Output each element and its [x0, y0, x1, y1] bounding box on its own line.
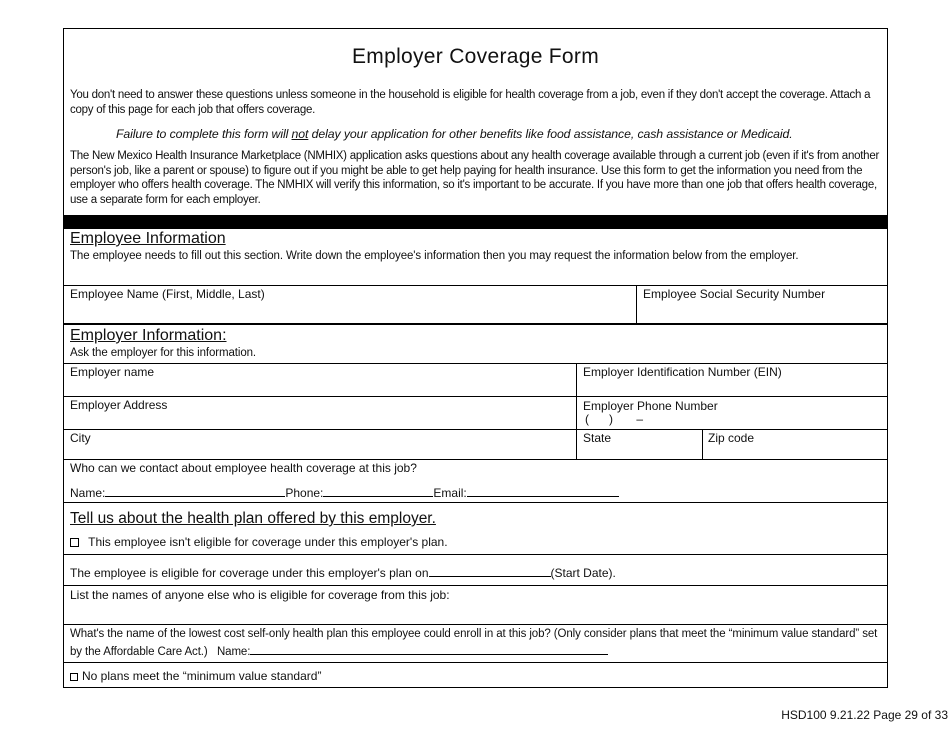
contact-phone-field[interactable] [323, 484, 433, 497]
others-eligible-field[interactable] [70, 603, 880, 623]
eligible-label: The employee is eligible for coverage under this employer's plan on [70, 566, 429, 580]
divider [576, 363, 577, 459]
divider [64, 459, 887, 460]
employee-ssn-label: Employee Social Security Number [643, 287, 826, 301]
state-field[interactable] [583, 443, 698, 458]
contact-question: Who can we contact about employee health coverage at this job? [70, 461, 417, 475]
contact-email-label: Email: [433, 486, 467, 500]
contact-phone-label: Phone: [285, 486, 324, 500]
employer-section-heading: Employer Information: [70, 327, 227, 344]
employer-ein-field[interactable] [583, 379, 878, 395]
warning-paragraph [116, 127, 886, 142]
employer-instructions: Ask the employer for this information. [70, 347, 257, 359]
no-plans-row [70, 669, 321, 683]
employee-name-field[interactable] [70, 301, 630, 321]
start-date-field[interactable] [429, 564, 551, 577]
divider [64, 502, 887, 503]
warning-text-after: delay your application for other benefits like food assistance, cash assistance or Medicaid. [308, 127, 793, 141]
divider [636, 285, 637, 323]
contact-name-label: Name: [70, 486, 106, 500]
warning-text-before: Failure to complete this form will [116, 127, 292, 141]
divider [64, 662, 887, 663]
no-plans-checkbox[interactable] [70, 673, 78, 681]
contact-name-field[interactable] [105, 484, 285, 497]
employee-name-label: Employee Name (First, Middle, Last) [70, 287, 265, 301]
employee-instructions: The employee needs to fill out this section. Write down the employee's information then you may request the information below from the employer. [70, 250, 799, 262]
section-divider-bar [64, 215, 887, 229]
warning-emphasis: not [291, 127, 309, 141]
employer-name-label: Employer name [70, 365, 155, 379]
lowest-cost-name-label: Name: [216, 646, 251, 658]
eligible-row [70, 564, 616, 580]
form-title: Employer Coverage Form [351, 45, 599, 68]
employee-ssn-field[interactable] [643, 301, 878, 321]
intro-paragraph: You don't need to answer these questions unless someone in the household is eligible for health coverage from a job, even if they don't accept the coverage. Attach a copy of this page for each job that offers coverage. [70, 89, 871, 116]
not-eligible-row [70, 535, 448, 549]
employer-coverage-form [63, 28, 888, 688]
eligible-suffix: (Start Date). [550, 566, 616, 580]
divider [64, 396, 887, 397]
divider [702, 429, 703, 459]
divider [64, 624, 887, 625]
employer-address-field[interactable] [70, 412, 570, 428]
not-eligible-checkbox[interactable] [70, 538, 79, 547]
contact-row [70, 484, 619, 500]
explanation-paragraph: The New Mexico Health Insurance Marketplace (NMHIX) application asks questions about any health coverage available through a current job (even if it's from another person's job, like a parent or spouse) to figure out if you might be able to get help paying for health insurance. Use this form to get the information you need from the employer who offers health coverage. The NMHIX will verify this information, so it's important to be accurate. If you have more than one job that offers health coverage, use a separate form for each employer. [70, 150, 880, 206]
not-eligible-label: This employee isn't eligible for coverage under this employer's plan. [88, 535, 448, 549]
lowest-cost-row [70, 627, 882, 660]
lowest-cost-question: What's the name of the lowest cost self-only health plan this employee could enroll in at this job? (Only consider plans that meet the “minimum value standard” set by the Affordable Care Act.) [70, 628, 878, 658]
lowest-cost-name-field[interactable] [250, 642, 608, 655]
page-footer: HSD100 9.21.22 Page 29 of 33 [781, 708, 948, 722]
divider [64, 323, 887, 325]
state-label: State [583, 431, 612, 445]
divider [64, 554, 887, 555]
plan-section-heading: Tell us about the health plan offered by this employer. [70, 510, 436, 527]
no-plans-label: No plans meet the “minimum value standard” [82, 669, 322, 683]
divider [64, 285, 887, 286]
divider [64, 429, 887, 430]
contact-email-field[interactable] [467, 484, 619, 497]
employer-phone-field[interactable]: ( ) – [585, 412, 644, 426]
employee-section-heading: Employee Information [70, 230, 226, 247]
employer-name-field[interactable] [70, 379, 570, 395]
zip-field[interactable] [708, 443, 878, 458]
employer-ein-label: Employer Identification Number (EIN) [583, 365, 782, 379]
zip-label: Zip code [708, 431, 755, 445]
divider [64, 363, 887, 364]
city-field[interactable] [70, 443, 570, 458]
city-label: City [70, 431, 91, 445]
employer-phone-label: Employer Phone Number [583, 399, 718, 413]
divider [64, 585, 887, 586]
employer-address-label: Employer Address [70, 398, 168, 412]
others-eligible-label: List the names of anyone else who is eligible for coverage from this job: [70, 588, 450, 602]
